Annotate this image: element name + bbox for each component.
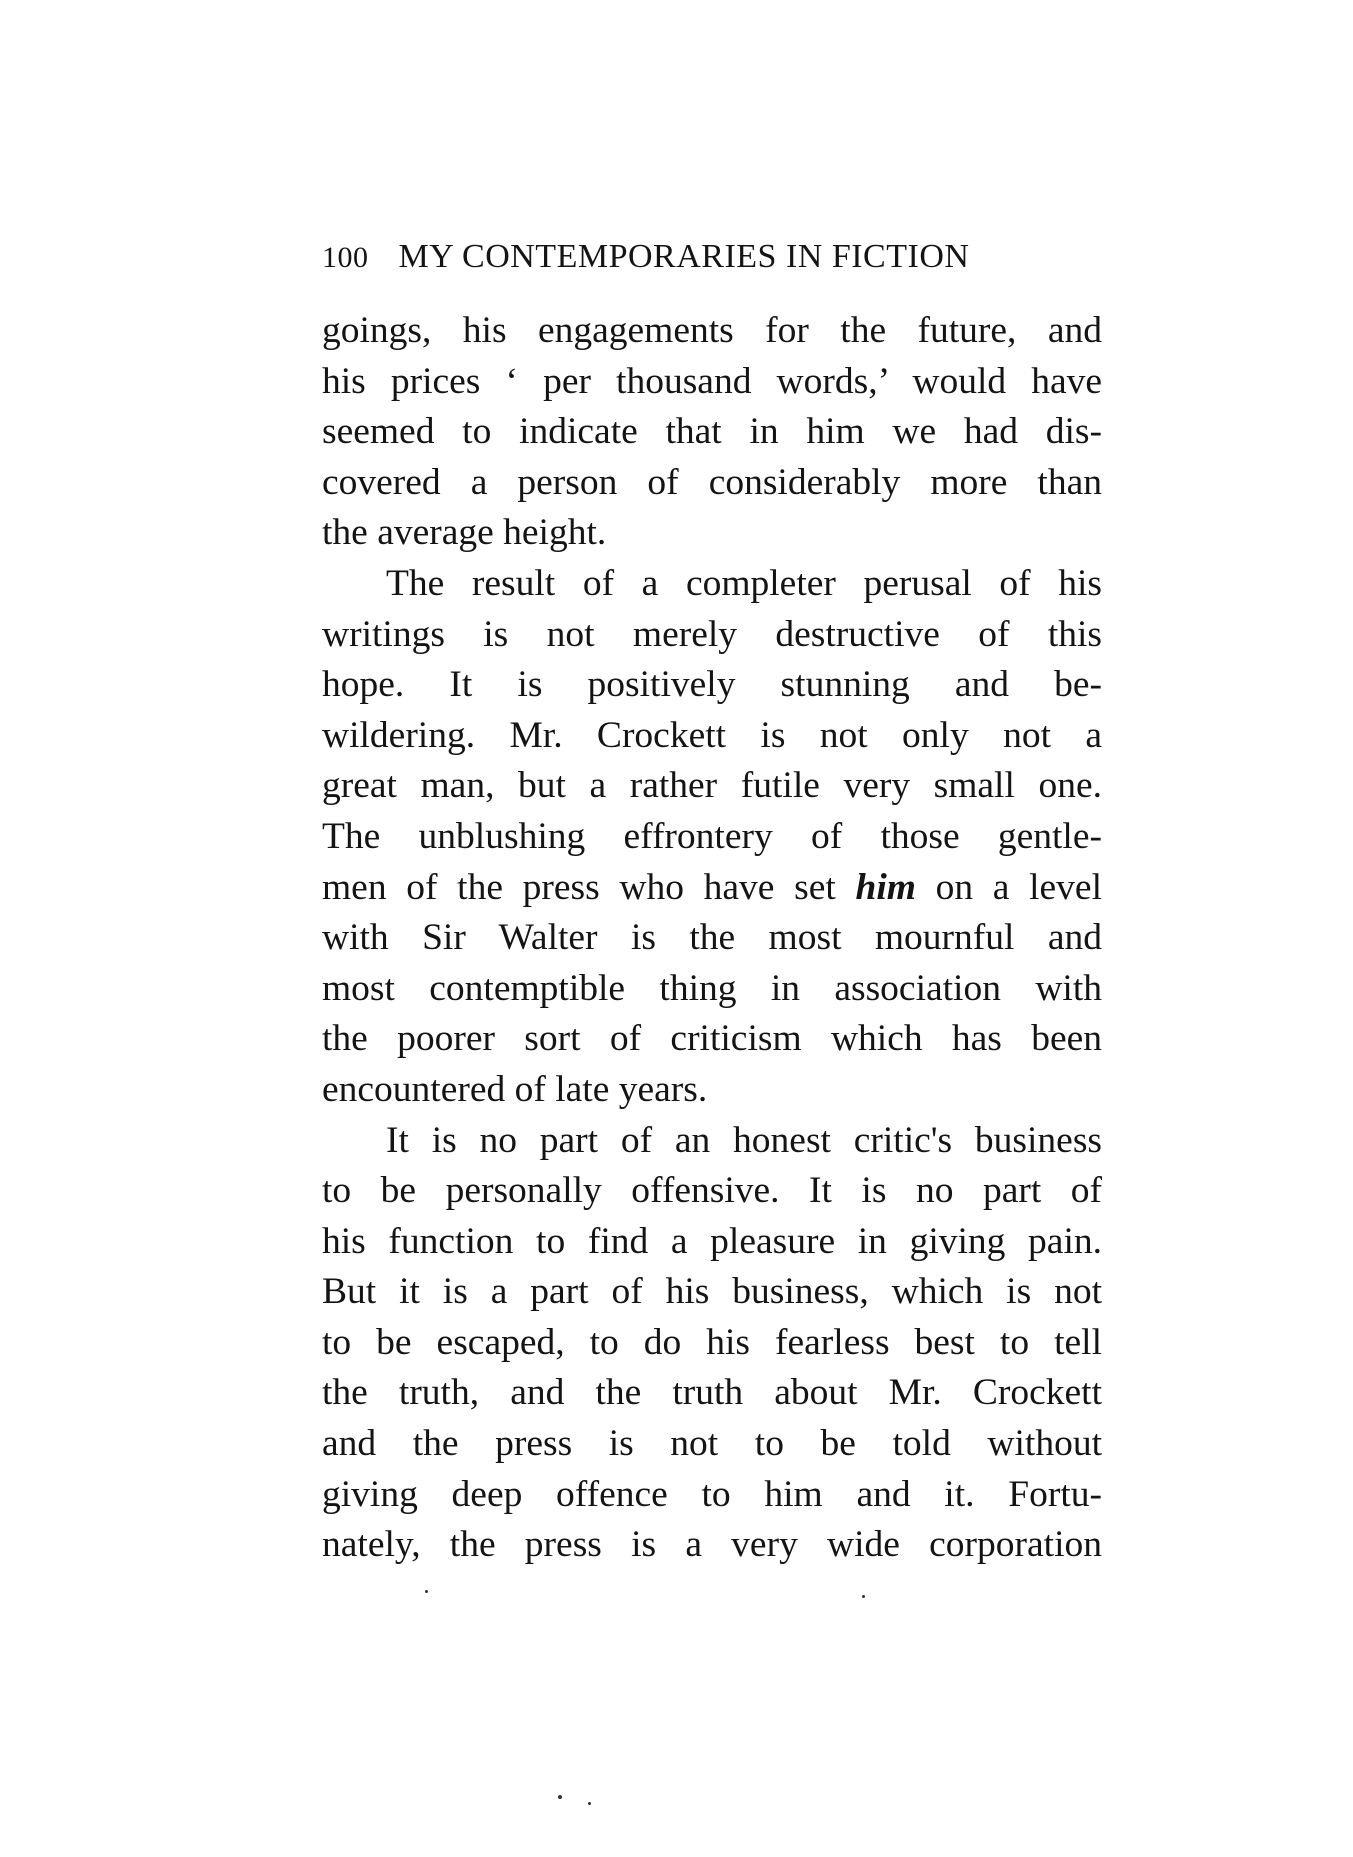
text-line: giving deep offence to him and it. Fortu- xyxy=(322,1473,1102,1515)
scan-speck xyxy=(558,1795,562,1799)
text-line: to be personally offensive. It is no part of xyxy=(322,1170,1102,1212)
text-line: encountered of late years. xyxy=(322,1068,708,1110)
text-segment: on a level xyxy=(915,866,1102,908)
text-line: But it is a part of his business, which is not xyxy=(322,1271,1102,1313)
text-line: writings is not merely destructive of this xyxy=(322,613,1102,655)
running-head xyxy=(322,238,1102,288)
text-line: with Sir Walter is the most mournful and xyxy=(322,917,1102,959)
text-line: the truth, and the truth about Mr. Crockett xyxy=(322,1372,1102,1414)
italic-word: him xyxy=(855,866,916,908)
text-line: great man, but a rather futile very small one. xyxy=(322,765,1102,807)
scan-speck xyxy=(588,1802,591,1805)
text-line: and the press is not to be told without xyxy=(322,1423,1102,1465)
text-line: hope. It is positively stunning and be- xyxy=(322,664,1102,706)
text-line: the poorer sort of criticism which has been xyxy=(322,1018,1102,1060)
text-line: his function to find a pleasure in giving pain. xyxy=(322,1220,1102,1262)
text-line: seemed to indicate that in him we had dis- xyxy=(322,411,1102,453)
text-line: The unblushing effrontery of those gentle- xyxy=(322,815,1102,857)
text-line-with-italic xyxy=(322,863,1102,914)
text-line: The result of a completer perusal of his xyxy=(386,562,1102,604)
paragraph-3 xyxy=(322,1116,1102,1571)
page-number: 100 xyxy=(322,241,369,274)
text-line: his prices ‘ per thousand words,’ would have xyxy=(322,360,1102,402)
text-segment: men of the press who have set xyxy=(322,866,856,908)
text-line: to be escaped, to do his fearless best to tell xyxy=(322,1321,1102,1363)
paragraph-1 xyxy=(322,306,1102,559)
text-line: It is no part of an honest critic's business xyxy=(386,1119,1102,1161)
body-text xyxy=(322,306,1102,1571)
text-line: covered a person of considerably more than xyxy=(322,461,1102,503)
paragraph-2 xyxy=(322,559,1102,1116)
scan-speck xyxy=(425,1590,428,1593)
text-line: goings, his engagements for the future, and xyxy=(322,310,1102,351)
text-line: wildering. Mr. Crockett is not only not a xyxy=(322,714,1102,756)
text-line: most contemptible thing in association with xyxy=(322,967,1102,1009)
running-title: MY CONTEMPORARIES IN FICTION xyxy=(398,238,970,275)
text-line: the average height. xyxy=(322,512,607,554)
text-line: nately, the press is a very wide corporation xyxy=(322,1524,1102,1566)
scan-speck xyxy=(862,1595,865,1598)
